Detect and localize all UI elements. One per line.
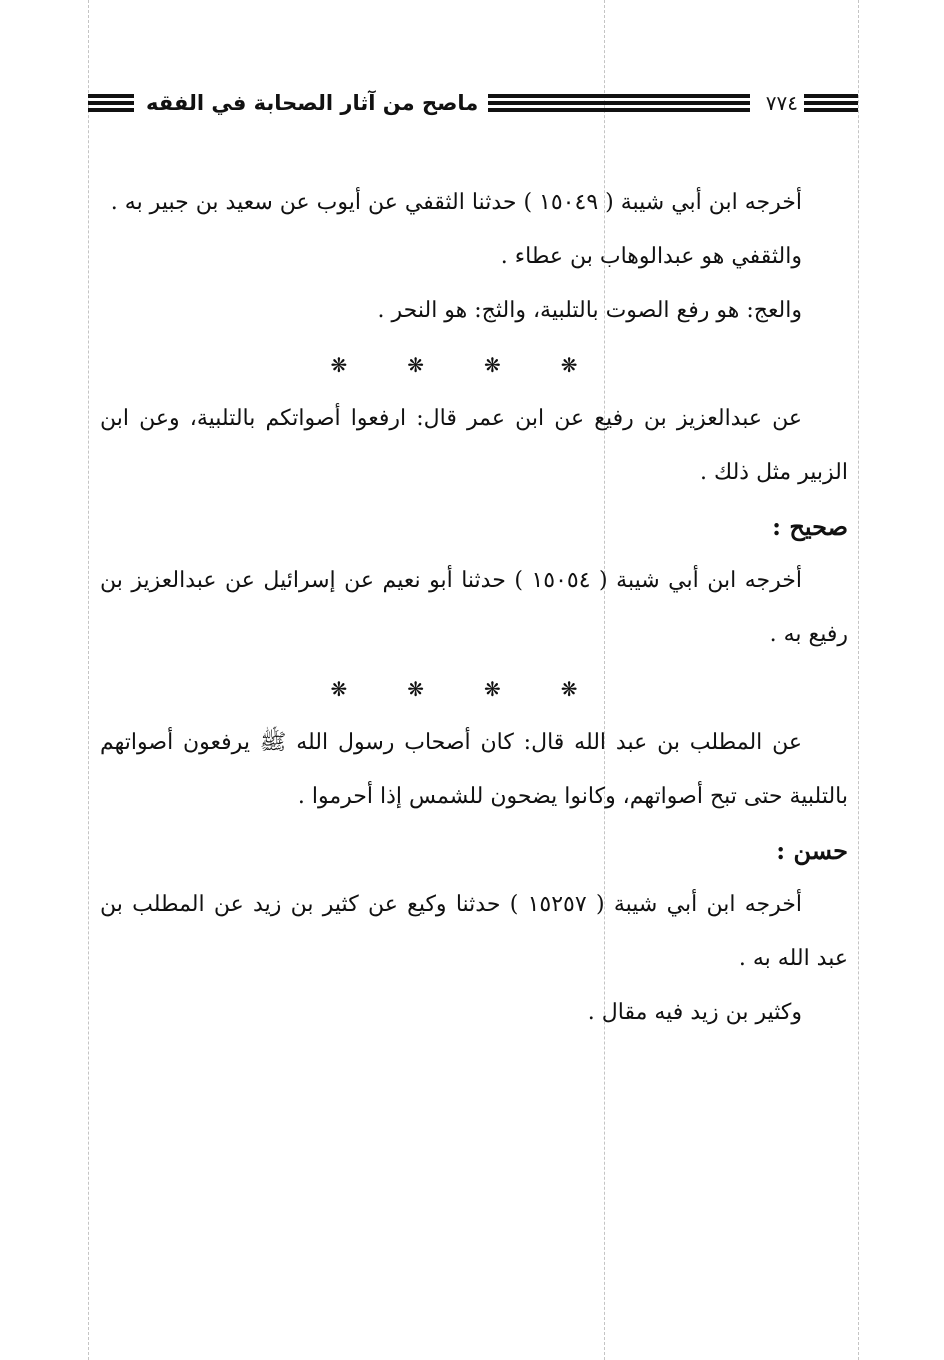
running-title: ماصح من آثار الصحابة في الفقه <box>146 91 479 115</box>
page-number: ٧٧٤ <box>765 91 798 115</box>
note-paragraph: والعج: هو رفع الصوت بالتلبية، والثج: هو النحر . <box>377 298 802 323</box>
section-separator <box>100 338 848 392</box>
asterism-ornament-icon: ❋ <box>330 353 348 377</box>
grade-heading: صحيح : <box>772 512 848 541</box>
header-rule-right <box>804 94 858 112</box>
page-body <box>100 176 848 1040</box>
narration-paragraph: أخرجه ابن أبي شيبة ( ١٥٠٤٩ ) حدثنا الثقفي عن أيوب عن سعيد بن جبير به . <box>110 190 802 215</box>
asterism-ornament-icon: ❋ <box>330 677 348 701</box>
note-paragraph: والثقفي هو عبدالوهاب بن عطاء . <box>500 244 802 269</box>
asterism-ornament-icon: ❋ <box>560 677 578 701</box>
narration-paragraph: عن المطلب بن عبد الله قال: كان أصحاب رسول الله ﷺ يرفعون أصواتهم بالتلبية حتى تبح أصواتهم، وكانوا يضحون للشمس إذا أحرموا . <box>100 730 848 809</box>
narration-paragraph: عن عبدالعزيز بن رفيع عن ابن عمر قال: ارفعوا أصواتكم بالتلبية، وعن ابن الزبير مثل ذلك . <box>100 406 848 485</box>
asterism-ornament-icon: ❋ <box>484 353 501 377</box>
asterism-ornament-icon: ❋ <box>407 353 424 377</box>
page-header <box>88 86 858 120</box>
margin-guide <box>858 0 859 1360</box>
grade-heading: حسن : <box>776 836 848 865</box>
section-separator <box>100 662 848 716</box>
header-rule-middle <box>488 94 749 112</box>
asterism-ornament-icon: ❋ <box>484 677 501 701</box>
asterism-ornament-icon: ❋ <box>560 353 578 377</box>
note-paragraph: وكثير بن زيد فيه مقال . <box>587 1000 802 1025</box>
asterism-ornament-icon: ❋ <box>407 677 424 701</box>
narration-paragraph: أخرجه ابن أبي شيبة ( ١٥٠٥٤ ) حدثنا أبو نعيم عن إسرائيل عن عبدالعزيز بن رفيع به . <box>100 568 848 647</box>
narration-paragraph: أخرجه ابن أبي شيبة ( ١٥٢٥٧ ) حدثنا وكيع عن كثير بن زيد عن المطلب بن عبد الله به . <box>100 892 848 971</box>
margin-guide <box>88 0 89 1360</box>
header-rule-left <box>88 94 134 112</box>
